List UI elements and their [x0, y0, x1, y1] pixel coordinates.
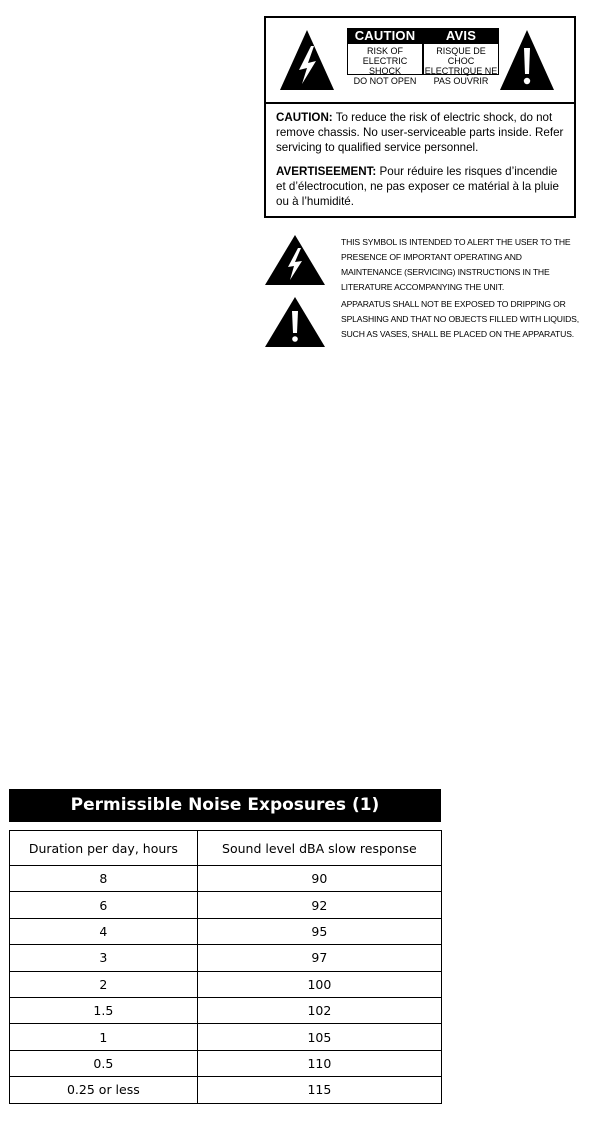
noise-exposure-table — [9, 830, 442, 1104]
lightning-triangle-icon — [278, 28, 336, 92]
caution-body: To reduce the risk of electric shock, do not remove chassis. No user-serviceable parts inside. Refer servicing to qualified service personnel. — [276, 111, 564, 154]
table-row — [10, 971, 442, 997]
lightning-symbol-notice — [264, 230, 584, 292]
sound-level-cell: 102 — [197, 997, 441, 1023]
caution-label-text: RISK OF ELECTRIC SHOCK DO NOT OPEN — [347, 44, 423, 75]
sound-level-cell: 115 — [197, 1077, 441, 1103]
exclamation-triangle-icon — [264, 296, 326, 348]
avis-label-text: RISQUE DE CHOC ELECTRIQUE NE PAS OUVRIR — [424, 46, 498, 86]
sound-level-cell: 95 — [197, 918, 441, 944]
warning-label-box — [264, 16, 576, 218]
duration-cell: 0.5 — [10, 1050, 198, 1076]
duration-cell: 8 — [10, 866, 198, 892]
exclamation-notice-text: APPARATUS SHALL NOT BE EXPOSED TO DRIPPING OR SPLASHING AND THAT NO OBJECTS FILLED WITH LIQUIDS, SUCH AS VASES, SHALL BE PLACED ON THE APPARATUS. — [341, 299, 579, 339]
caution-heading: CAUTION — [347, 28, 423, 44]
table-row — [10, 866, 442, 892]
table-row — [10, 1050, 442, 1076]
duration-cell: 4 — [10, 918, 198, 944]
duration-cell: 2 — [10, 971, 198, 997]
sound-level-cell: 92 — [197, 892, 441, 918]
table-row — [10, 1077, 442, 1103]
duration-cell: 1 — [10, 1024, 198, 1050]
avertissement-body: Pour réduire les risques d’incendie et d’électrocution, ne pas exposer ce matérial à la pluie ou à l’humidité. — [276, 165, 559, 208]
table-row — [10, 997, 442, 1023]
table-row — [10, 1024, 442, 1050]
avertissement-term: AVERTISEEMENT: — [276, 165, 377, 178]
caution-label — [347, 28, 423, 86]
warning-divider — [266, 102, 574, 104]
avis-label — [423, 28, 499, 86]
exclamation-triangle-icon — [498, 28, 556, 92]
sound-level-cell: 110 — [197, 1050, 441, 1076]
duration-column-header: Duration per day, hours — [10, 831, 198, 866]
sound-level-cell: 100 — [197, 971, 441, 997]
avis-heading: AVIS — [423, 28, 499, 44]
table-row — [10, 892, 442, 918]
exclamation-symbol-notice — [264, 292, 584, 348]
sound-level-cell: 105 — [197, 1024, 441, 1050]
sound-level-cell: 90 — [197, 866, 441, 892]
avertissement-paragraph — [276, 164, 568, 209]
sound-level-cell: 97 — [197, 945, 441, 971]
caution-paragraph — [276, 110, 568, 155]
sound-level-column-header: Sound level dBA slow response — [197, 831, 441, 866]
caution-term: CAUTION: — [276, 111, 333, 124]
table-header-row — [10, 831, 442, 866]
duration-cell: 1.5 — [10, 997, 198, 1023]
noise-table-title: Permissible Noise Exposures (1) — [9, 789, 441, 822]
lightning-triangle-icon — [264, 234, 326, 286]
duration-cell: 6 — [10, 892, 198, 918]
table-row — [10, 918, 442, 944]
duration-cell: 3 — [10, 945, 198, 971]
table-row — [10, 945, 442, 971]
lightning-notice-text: THIS SYMBOL IS INTENDED TO ALERT THE USER TO THE PRESENCE OF IMPORTANT OPERATING AND MAINTENANCE (SERVICING) INSTRUCTIONS IN THE LITERATURE ACCOMPANYING THE UNIT. — [341, 237, 571, 292]
warning-label-header — [266, 18, 574, 104]
duration-cell: 0.25 or less — [10, 1077, 198, 1103]
warning-text — [276, 110, 568, 218]
